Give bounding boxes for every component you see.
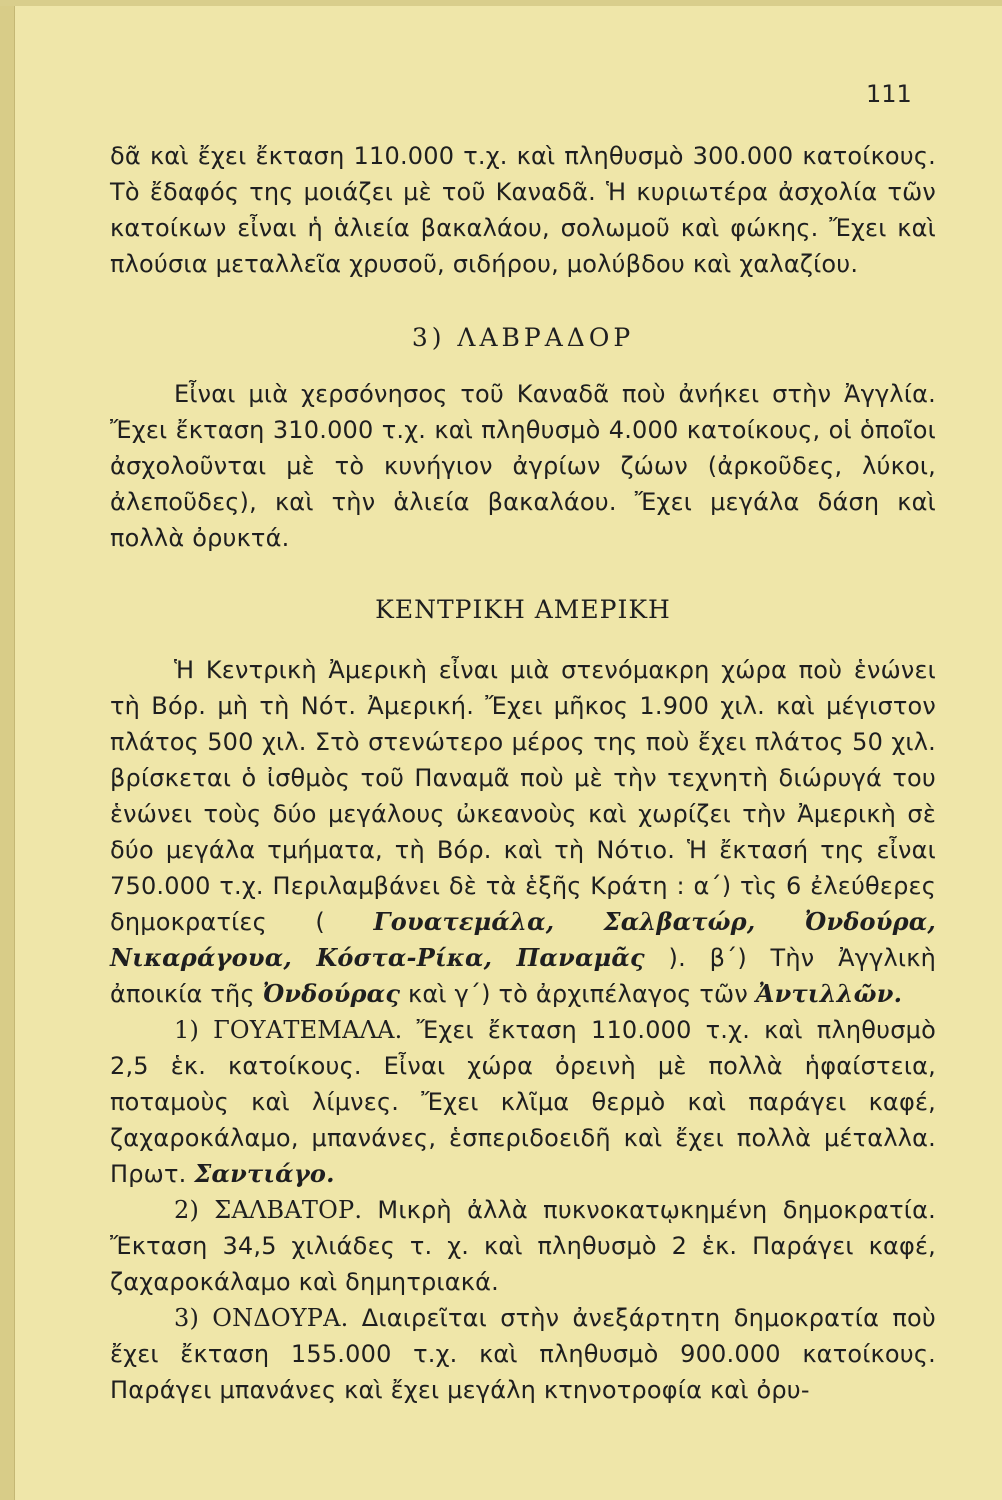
guatemala-capital: Σαντιάγο. — [194, 1159, 335, 1188]
salvador-paragraph — [110, 1192, 936, 1300]
body-text — [110, 138, 936, 1408]
guatemala-label: 1) ΓΟΥΑΤΕΜΑΛΑ. — [174, 1016, 403, 1044]
page-top-edge — [0, 0, 1002, 6]
intro-paragraph: δᾶ καὶ ἔχει ἔκταση 110.000 τ.χ. καὶ πληθυσμὸ 300.000 κατοίκους. Τὸ ἔδαφός της μοιάζει μὲ τοῦ Καναδᾶ. Ἡ κυριωτέρα ἀσχολία τῶν κατοίκων εἶναι ἡ ἁλιεία βακαλάου, σολωμοῦ καὶ φώκης. Ἔχει καὶ πλούσια μεταλλεῖα χρυσοῦ, σιδήρου, μολύβδου καὶ χαλαζίου. — [110, 142, 936, 278]
honduras-text: Διαιρεῖται στὴν ἀνεξάρτητη δημοκρατία ποὺ ἔχει ἔκταση 155.000 τ.χ. καὶ πληθυσμὸ 900.000 κατοίκους. Παράγει μπανάνες καὶ ἔχει μεγάλη κτηνοτροφία καὶ ὀρυ- — [110, 1304, 936, 1404]
page-binding-edge — [0, 0, 15, 1500]
page-number: 111 — [866, 80, 912, 108]
guatemala-text: Ἔχει ἔκταση 110.000 τ.χ. καὶ πληθυσμὸ 2,5 ἑκ. κατοίκους. Εἶναι χώρα ὀρεινὴ μὲ πολλὰ ἡφαίστεια, ποταμοὺς καὶ λίμνες. Ἔχει κλῖμα θερμὸ καὶ παράγει καφέ, ζαχαροκάλαμο, μπανάνες, ἑσπεριδοειδῆ καὶ ἔχει πολλὰ μέταλλα. Πρωτ. — [110, 1016, 936, 1188]
salvador-label: 2) ΣΑΛΒΑΤΟΡ. — [174, 1196, 363, 1224]
central-america-text-b: ). β΄) Τὴν Ἀγγλικὴ ἀποικία τῆς — [110, 944, 936, 1008]
guatemala-paragraph — [110, 1012, 936, 1192]
antilles-name: Ἀντιλλῶν. — [755, 979, 903, 1008]
honduras-paragraph — [110, 1300, 936, 1408]
labrador-paragraph: Εἶναι μιὰ χερσόνησος τοῦ Καναδᾶ ποὺ ἀνήκει στὴν Ἀγγλία. Ἔχει ἔκταση 310.000 τ.χ. καὶ πληθυσμὸ 4.000 κατοίκους, οἱ ὁποῖοι ἀσχολοῦνται μὲ τὸ κυνήγιον ἀγρίων ζώων (ἀρκοῦδες, λύκοι, ἀλεποῦδες), καὶ τὴν ἁλιεία βακαλάου. Ἔχει μεγάλα δάση καὶ πολλὰ ὀρυκτά. — [110, 380, 936, 552]
free-republics-list: Γουατεμάλα, Σαλβατώρ, Ὀνδούρα, Νικαράγουα, Κόστα-Ρίκα, Παναμᾶς — [110, 907, 936, 972]
central-america-text-c: καὶ γ΄) τὸ ἀρχιπέλαγος τῶν — [408, 980, 748, 1008]
central-america-paragraph — [110, 652, 936, 1012]
central-america-heading: ΚΕΝΤΡΙΚΗ ΑΜΕΡΙΚΗ — [375, 595, 671, 624]
salvador-text: Μικρὴ ἀλλὰ πυκνοκατῳκημένη δημοκρατία. Ἔκταση 34,5 χιλιάδες τ. χ. καὶ πληθυσμὸ 2 ἑκ. Παράγει καφέ, ζαχαροκάλαμο καὶ δημητριακά. — [110, 1196, 936, 1296]
labrador-heading: 3) ΛΑΒΡΑΔΟΡ — [411, 323, 635, 352]
honduras-label: 3) ΟΝΔΟΥΡΑ. — [174, 1304, 349, 1332]
honduras-colony-name: Ὀνδούρας — [262, 979, 401, 1008]
central-america-text-a: Ἡ Κεντρικὴ Ἀμερικὴ εἶναι μιὰ στενόμακρη χώρα ποὺ ἑνώνει τὴ Βόρ. μὴ τὴ Νότ. Ἀμερική. Ἔχει μῆκος 1.900 χιλ. καὶ μέγιστον πλάτος 500 χιλ. Στὸ στενώτερο μέρος της ποὺ ἔχει πλάτος 50 χιλ. βρίσκεται ὁ ἰσθμὸς τοῦ Παναμᾶ ποὺ μὲ τὴν τεχνητὴ διώρυγά του ἑνώνει τοὺς δύο μεγάλους ὠκεανοὺς καὶ χωρίζει τὴν Ἀμερικὴ σὲ δύο μεγάλα τμήματα, τὴ Βόρ. καὶ τὴ Νότιο. Ἡ ἔκτασή της εἶναι 750.000 τ.χ. Περιλαμβάνει δὲ τὰ ἑξῆς Κράτη : α΄) τὶς 6 ἐλεύθερες δημοκρατίες ( — [110, 656, 936, 936]
